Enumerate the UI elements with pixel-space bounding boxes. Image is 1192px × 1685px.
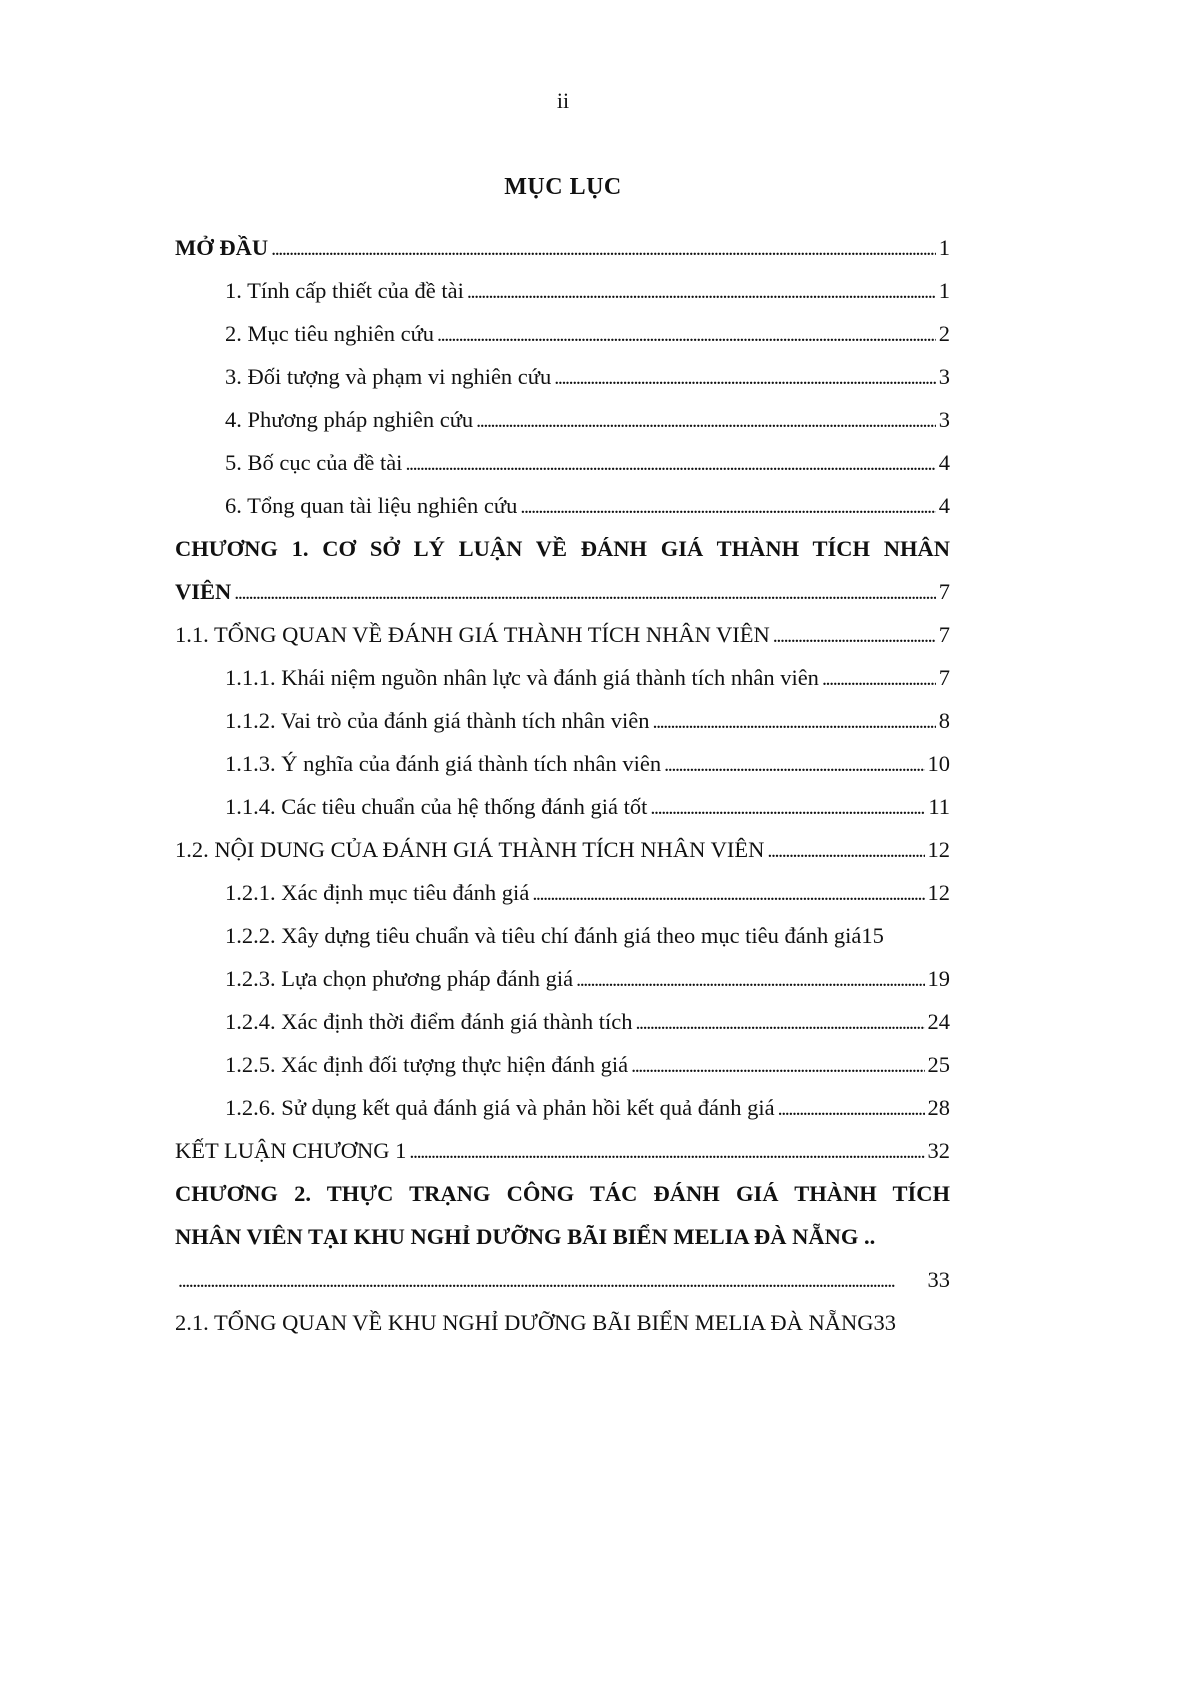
leader-dots — [554, 355, 936, 400]
toc-entry[interactable] — [175, 1086, 950, 1129]
toc-entry-page: 4 — [938, 493, 950, 518]
toc-entry-page: 28 — [927, 1095, 950, 1120]
toc-entry[interactable] — [175, 656, 950, 699]
toc-entry-page: 7 — [938, 579, 950, 604]
toc-entry[interactable] — [175, 441, 950, 484]
toc-entry-label: 1.1.3. Ý nghĩa của đánh giá thành tích nhân viên — [225, 751, 662, 776]
toc-entry-conclusion[interactable] — [175, 1129, 950, 1172]
leader-dots — [767, 828, 924, 873]
toc-entry[interactable] — [175, 269, 950, 312]
toc-entry-label: 1.2.3. Lựa chọn phương pháp đánh giá — [225, 966, 574, 991]
leader-dots — [405, 441, 935, 486]
leader-dots — [437, 312, 936, 357]
toc-entry-label: 2.1. TỔNG QUAN VỀ KHU NGHỈ DƯỠNG BÃI BIỂN MELIA ĐÀ NẴNG — [175, 1310, 874, 1335]
toc-entry-section[interactable] — [175, 1301, 950, 1344]
toc-entry-page: 3 — [938, 364, 950, 389]
toc-entry-page: 1 — [938, 278, 950, 303]
toc-title: MỤC LỤC — [504, 174, 622, 200]
toc-entry-section[interactable] — [175, 828, 950, 871]
leader-dots — [822, 656, 936, 701]
toc-entry[interactable] — [175, 742, 950, 785]
toc-entry-page: 8 — [938, 708, 950, 733]
toc-entry[interactable] — [175, 914, 950, 957]
toc-entry-label: 1.2.1. Xác định mục tiêu đánh giá — [225, 880, 530, 905]
toc-entry-chapter-2-cont[interactable] — [175, 1215, 950, 1258]
table-of-contents — [175, 226, 950, 1344]
toc-entry-page: 7 — [938, 665, 950, 690]
toc-entry-section[interactable] — [175, 613, 950, 656]
toc-entry-label: VIÊN — [175, 579, 232, 604]
toc-entry-chapter-2[interactable] — [175, 1172, 950, 1215]
toc-entry-mo-dau[interactable] — [175, 226, 950, 269]
toc-entry-chapter-1[interactable] — [175, 527, 950, 570]
toc-entry-label: 1.1.1. Khái niệm nguồn nhân lực và đánh giá thành tích nhân viên — [225, 665, 819, 690]
leader-dots — [635, 1000, 924, 1045]
toc-entry-label: 1.1.4. Các tiêu chuẩn của hệ thống đánh giá tốt — [225, 794, 648, 819]
toc-entry[interactable] — [175, 1000, 950, 1043]
toc-entry-label: 1.2.5. Xác định đối tượng thực hiện đánh giá — [225, 1052, 629, 1077]
toc-entry[interactable] — [175, 484, 950, 527]
page-number: ii — [556, 88, 570, 113]
toc-entry[interactable] — [175, 398, 950, 441]
toc-entry-label: 1.1. TỔNG QUAN VỀ ĐÁNH GIÁ THÀNH TÍCH NHÂN VIÊN — [175, 622, 770, 647]
toc-entry-page: 25 — [927, 1052, 950, 1077]
toc-entry-page: 33 — [927, 1267, 950, 1292]
toc-entry[interactable] — [175, 957, 950, 1000]
leader-dots — [778, 1086, 925, 1131]
toc-entry-label: 5. Bố cục của đề tài — [225, 450, 403, 475]
toc-entry-page: 1 — [938, 235, 950, 260]
toc-entry[interactable] — [175, 355, 950, 398]
toc-entry-page: 32 — [927, 1138, 950, 1163]
leader-dots — [532, 871, 924, 916]
toc-entry-label: 6. Tổng quan tài liệu nghiên cứu — [225, 493, 518, 518]
toc-entry[interactable] — [175, 871, 950, 914]
leader-dots — [652, 699, 935, 744]
toc-entry-label: KẾT LUẬN CHƯƠNG 1 — [175, 1138, 407, 1163]
leader-dots — [476, 398, 936, 443]
toc-entry-chapter-2-page[interactable] — [175, 1258, 950, 1301]
leader-dots — [650, 785, 925, 830]
leader-dots — [520, 484, 935, 529]
toc-entry-label: 1.1.2. Vai trò của đánh giá thành tích nhân viên — [225, 708, 650, 733]
toc-entry-page: 7 — [938, 622, 950, 647]
toc-entry-page: 19 — [927, 966, 950, 991]
toc-entry[interactable] — [175, 312, 950, 355]
toc-entry-label: 1.2.6. Sử dụng kết quả đánh giá và phản hồi kết quả đánh giá — [225, 1095, 775, 1120]
leader-dots — [467, 269, 936, 314]
toc-entry-page: 11 — [928, 794, 950, 819]
toc-entry[interactable] — [175, 699, 950, 742]
toc-entry-page: 15 — [861, 923, 884, 948]
toc-entry-label: NHÂN VIÊN TẠI KHU NGHỈ DƯỠNG BÃI BIỂN MELIA ĐÀ NẴNG .. — [175, 1224, 876, 1249]
toc-entry-label: 4. Phương pháp nghiên cứu — [225, 407, 474, 432]
toc-entry-page: 33 — [873, 1310, 896, 1335]
toc-entry-label: 1. Tính cấp thiết của đề tài — [225, 278, 464, 303]
toc-entry-label: 2. Mục tiêu nghiên cứu — [225, 321, 435, 346]
leader-dots — [773, 613, 936, 658]
toc-entry-page: 4 — [938, 450, 950, 475]
toc-entry-page: 24 — [927, 1009, 950, 1034]
toc-entry-page: 12 — [927, 837, 950, 862]
leader-dots — [664, 742, 924, 787]
toc-entry-label: 1.2. NỘI DUNG CỦA ĐÁNH GIÁ THÀNH TÍCH NHÂN VIÊN — [175, 837, 765, 862]
leader-dots — [271, 226, 936, 271]
leader-dots — [234, 570, 935, 615]
toc-entry-label: CHƯƠNG 1. CƠ SỞ LÝ LUẬN VỀ ĐÁNH GIÁ THÀNH TÍCH NHÂN — [175, 536, 950, 561]
toc-entry-label: 3. Đối tượng và phạm vi nghiên cứu — [225, 364, 552, 389]
toc-entry-page: 3 — [938, 407, 950, 432]
leader-dots — [576, 957, 924, 1002]
toc-entry-label: 1.2.4. Xác định thời điểm đánh giá thành tích — [225, 1009, 633, 1034]
leader-dots — [631, 1043, 924, 1088]
toc-entry-page: 12 — [927, 880, 950, 905]
toc-entry-chapter-1-cont[interactable] — [175, 570, 950, 613]
leader-dots — [178, 1258, 925, 1303]
toc-entry-label: CHƯƠNG 2. THỰC TRẠNG CÔNG TÁC ĐÁNH GIÁ THÀNH TÍCH — [175, 1181, 950, 1206]
leader-dots — [409, 1129, 924, 1174]
toc-entry[interactable] — [175, 1043, 950, 1086]
toc-entry-page: 10 — [927, 751, 950, 776]
toc-entry-page: 2 — [938, 321, 950, 346]
toc-entry-label: MỞ ĐẦU — [175, 235, 269, 260]
toc-entry-label: 1.2.2. Xây dựng tiêu chuẩn và tiêu chí đánh giá theo mục tiêu đánh giá — [225, 923, 862, 948]
toc-entry[interactable] — [175, 785, 950, 828]
